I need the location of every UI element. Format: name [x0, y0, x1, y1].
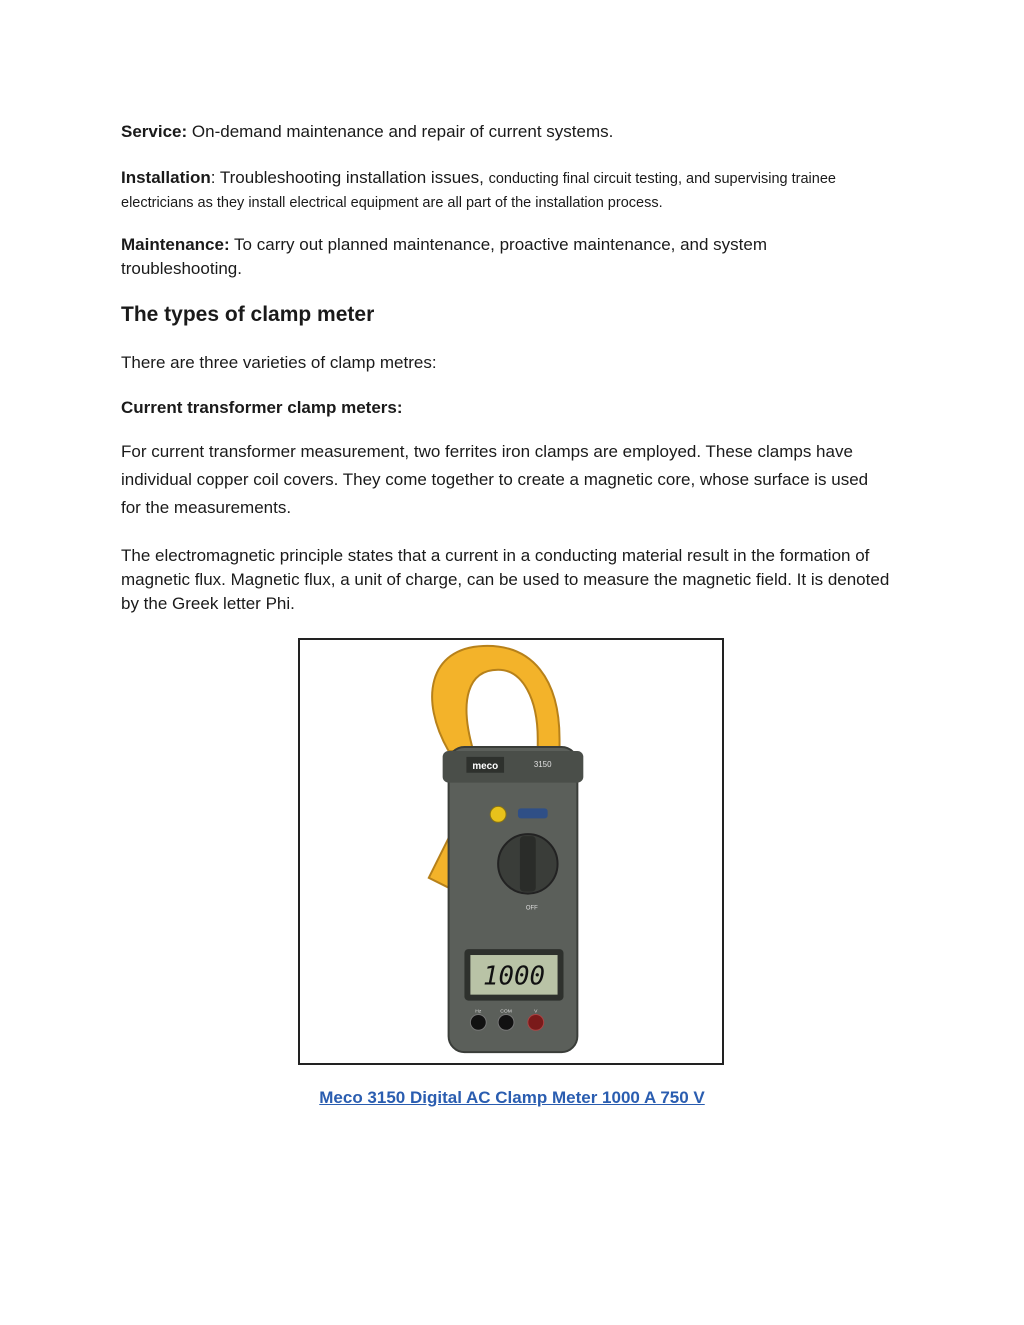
- paragraph-electromagnetic: The electromagnetic principle states that a current in a conducting material result in the formation of magnetic flux. Magnetic flux, a unit of charge, can be used to measure the magnetic field. It is denoted by the Greek letter Phi.: [121, 546, 890, 613]
- meter-body: [449, 747, 578, 1052]
- dial-knob: [520, 836, 536, 891]
- brand-text: meco: [472, 760, 499, 772]
- maintenance-paragraph: [121, 233, 891, 281]
- lcd-reading: 1000: [482, 961, 545, 992]
- model-text: 3150: [533, 759, 552, 769]
- jack-label-v: V: [534, 1009, 538, 1015]
- jack-v: [528, 1014, 544, 1030]
- maintenance-text: To carry out planned maintenance, proactive maintenance, and system troubleshooting.: [121, 235, 768, 278]
- section-heading: The types of clamp meter: [121, 303, 375, 326]
- dial-off-label: OFF: [525, 905, 538, 912]
- jack-com: [498, 1014, 514, 1030]
- service-text: On-demand maintenance and repair of current systems.: [187, 122, 614, 141]
- installation-lead: : Troubleshooting installation issues,: [210, 168, 489, 187]
- mode-button: [518, 808, 548, 818]
- jack-label-com: COM: [500, 1009, 512, 1015]
- installation-label: Installation: [121, 168, 211, 187]
- meter-collar: [443, 751, 584, 783]
- jack-label-hz: Hz: [475, 1009, 482, 1015]
- clamp-jaw-upper: [432, 646, 559, 751]
- service-label: Service:: [121, 122, 188, 141]
- clamp-meter-image: [298, 638, 724, 1065]
- hold-button: [490, 806, 506, 822]
- clamp-meter-illustration: [300, 640, 722, 1063]
- subheading: Current transformer clamp meters:: [121, 398, 403, 417]
- service-paragraph: [121, 120, 891, 144]
- product-link[interactable]: Meco 3150 Digital AC Clamp Meter 1000 A 750 V: [319, 1088, 705, 1107]
- intro-text: There are three varieties of clamp metres:: [121, 353, 437, 372]
- installation-rest: conducting final circuit testing, and supervising trainee electricians as they install electrical equipment are all part of the installation process.: [121, 171, 836, 211]
- paragraph-ct-clamps: For current transformer measurement, two ferrites iron clamps are employed. These clamps have individual copper coil covers. They come together to create a magnetic core, whose surface is used for the measurements.: [121, 442, 869, 517]
- installation-paragraph: [121, 166, 891, 214]
- jack-hz: [470, 1014, 486, 1030]
- maintenance-label: Maintenance:: [121, 235, 230, 254]
